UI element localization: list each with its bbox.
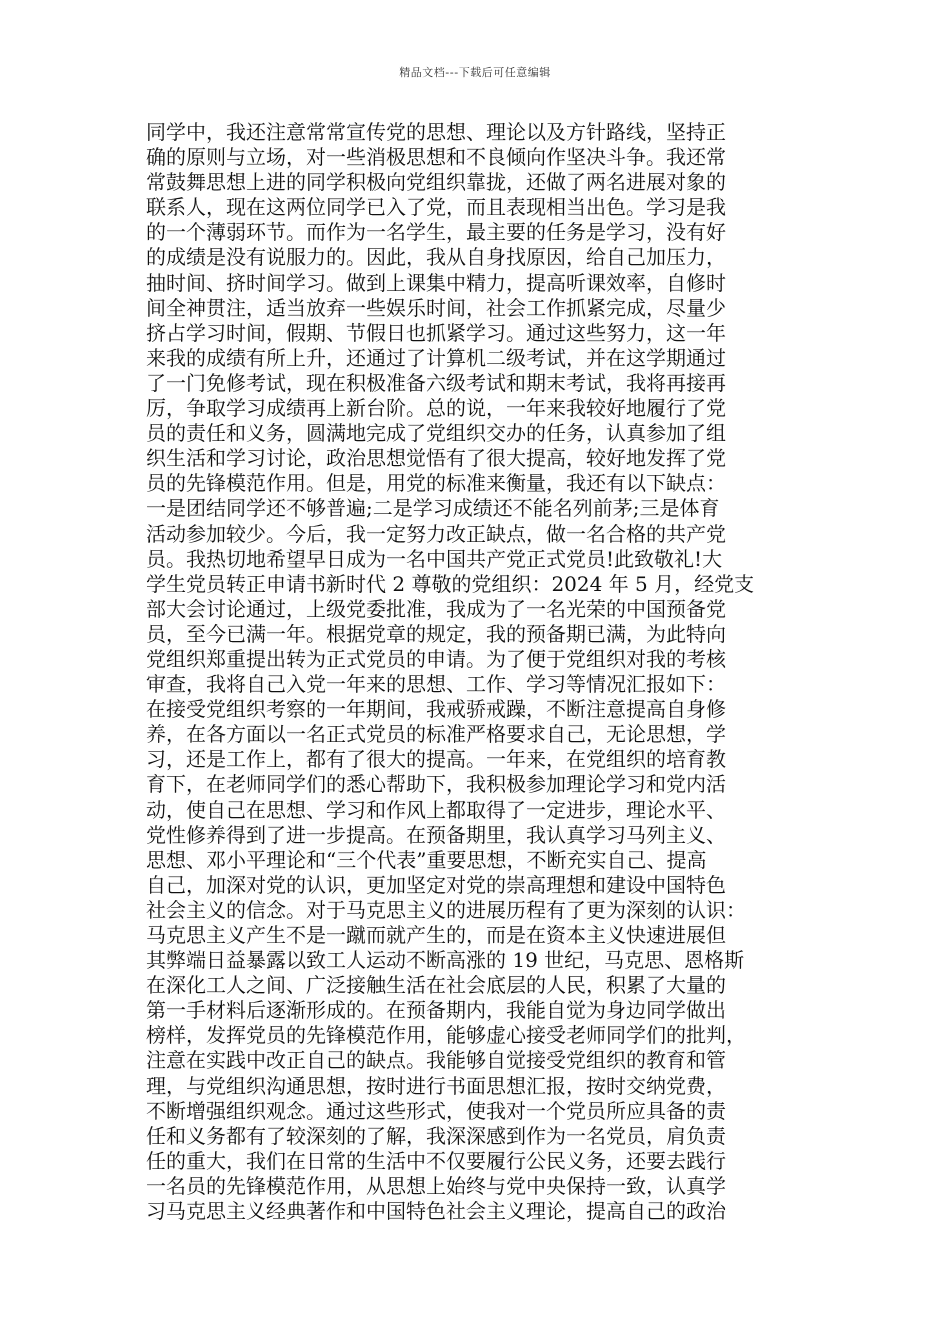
text-line: 习，还是工作上，都有了很大的提高。一年来，在党组织的培育教 [146, 747, 726, 772]
text-line: 其弊端日益暴露以致工人运动不断高涨的 19 世纪，马克思、恩格斯 [146, 948, 745, 973]
text-line: 员的先锋模范作用。但是，用党的标准来衡量，我还有以下缺点： [146, 471, 726, 496]
text-line: 马克思主义产生不是一蹴而就产生的，而是在资本主义快速进展但 [146, 923, 726, 947]
text-line: 审查，我将自己入党一年来的思想、工作、学习等情况汇报如下： [146, 672, 726, 697]
text-line: 织生活和学习讨论，政治思想觉悟有了很大提高，较好地发挥了党 [146, 446, 726, 471]
page-header: 精品文档---下载后可任意编辑 [399, 66, 551, 79]
text-line: 来我的成绩有所上升，还通过了计算机二级考试，并在这学期通过 [146, 345, 726, 370]
text-line: 任和义务都有了较深刻的了解，我深深感到作为一名党员，肩负责 [146, 1123, 726, 1148]
text-line: 活动参加较少。今后，我一定努力改正缺点，做一名合格的共产党 [146, 521, 726, 546]
text-line: 在深化工人之间、广泛接触生活在社会底层的人民，积累了大量的 [146, 973, 726, 998]
text-line: 厉，争取学习成绩再上新台阶。总的说，一年来我较好地履行了党 [146, 396, 726, 421]
text-line: 一是团结同学还不够普遍;二是学习成绩还不能名列前茅;三是体育 [146, 496, 720, 521]
text-line: 确的原则与立场，对一些消极思想和不良倾向作坚决斗争。我还常 [146, 145, 726, 170]
text-line: 学生党员转正申请书新时代 2 尊敬的党组织：2024 年 5 月，经党支 [146, 571, 755, 596]
text-line: 员。我热切地希望早日成为一名中国共产党正式党员!此致敬礼!大 [146, 546, 723, 571]
text-line: 在接受党组织考察的一年期间，我戒骄戒躁，不断注意提高自身修 [146, 697, 726, 722]
text-line: 了一门免修考试，现在积极准备六级考试和期末考试，我将再接再 [146, 370, 726, 395]
text-line: 习马克思主义经典著作和中国特色社会主义理论，提高自己的政治 [146, 1199, 726, 1224]
text-line: 部大会讨论通过，上级党委批准，我成为了一名光荣的中国预备党 [146, 596, 726, 621]
text-line: 间全神贯注，适当放弃一些娱乐时间，社会工作抓紧完成，尽量少 [146, 295, 726, 320]
text-line: 榜样，发挥党员的先锋模范作用，能够虚心接受老师同学们的批判， [146, 1023, 746, 1048]
text-line: 党性修养得到了进一步提高。在预备期里，我认真学习马列主义、 [146, 822, 726, 847]
text-line: 思想、邓小平理论和“三个代表”重要思想，不断充实自己、提高 [146, 847, 707, 872]
text-line: 任的重大，我们在日常的生活中不仅要履行公民义务，还要去践行 [146, 1148, 726, 1173]
text-line: 一名员的先锋模范作用，从思想上始终与党中央保持一致，认真学 [146, 1173, 726, 1198]
text-line: 的成绩是没有说服力的。因此，我从自身找原因，给自己加压力， [146, 245, 726, 270]
text-line: 动，使自己在思想、学习和作风上都取得了一定进步，理论水平、 [146, 797, 726, 822]
text-line: 员的责任和义务，圆满地完成了党组织交办的任务，认真参加了组 [146, 421, 726, 446]
text-line: 常鼓舞思想上进的同学积极向党组织靠拢，还做了两名进展对象的 [146, 170, 726, 195]
text-line: 第一手材料后逐渐形成的。在预备期内，我能自觉为身边同学做出 [146, 998, 726, 1023]
text-line: 注意在实践中改正自己的缺点。我能够自觉接受党组织的教育和管 [146, 1048, 726, 1073]
text-line: 育下，在老师同学们的悉心帮助下，我积极参加理论学习和党内活 [146, 772, 726, 797]
text-line: 的一个薄弱环节。而作为一名学生，最主要的任务是学习，没有好 [146, 220, 726, 245]
text-line: 社会主义的信念。对于马克思主义的进展历程有了更为深刻的认识： [146, 897, 746, 922]
text-line: 养，在各方面以一名正式党员的标准严格要求自己，无论思想，学 [146, 722, 726, 747]
text-line: 理，与党组织沟通思想，按时进行书面思想汇报，按时交纳党费， [146, 1073, 726, 1098]
text-line: 联系人，现在这两位同学已入了党，而且表现相当出色。学习是我 [146, 195, 726, 220]
text-line: 党组织郑重提出转为正式党员的申请。为了便于党组织对我的考核 [146, 646, 726, 671]
text-line: 员，至今已满一年。根据党章的规定，我的预备期已满，为此特向 [146, 621, 726, 646]
text-line: 自己，加深对党的认识，更加坚定对党的崇高理想和建设中国特色 [146, 872, 726, 897]
text-line: 抽时间、挤时间学习。做到上课集中精力，提高听课效率，自修时 [146, 270, 726, 295]
text-line: 同学中，我还注意常常宣传党的思想、理论以及方针路线，坚持正 [146, 120, 726, 144]
text-line: 挤占学习时间，假期、节假日也抓紧学习。通过这些努力，这一年 [146, 320, 726, 345]
document-body [146, 120, 816, 1310]
text-line: 不断增强组织观念。通过这些形式，使我对一个党员所应具备的责 [146, 1098, 726, 1123]
